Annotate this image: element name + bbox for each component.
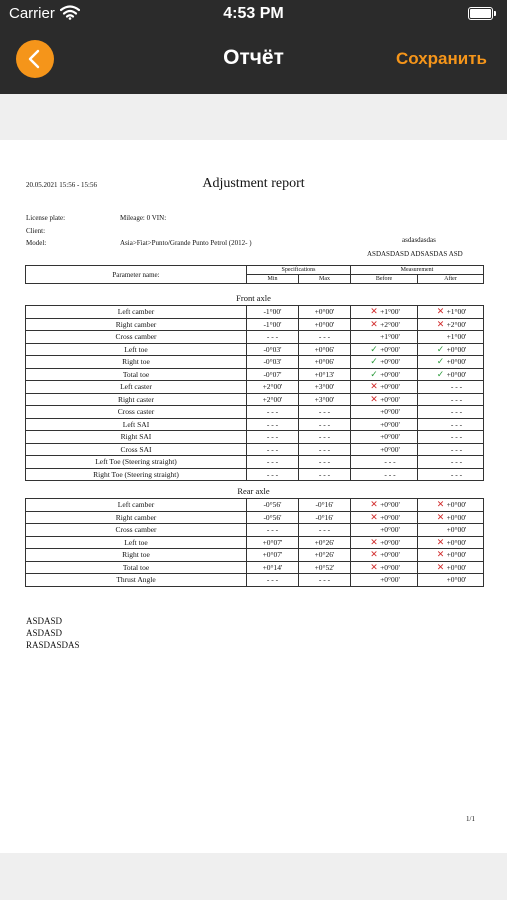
max-cell bbox=[299, 381, 351, 394]
max-cell-text: - - - bbox=[318, 444, 331, 454]
before-cell-text: +0°00' bbox=[380, 432, 400, 442]
client-name: asdasdasdas bbox=[402, 236, 436, 244]
before-cell bbox=[351, 343, 418, 356]
max-cell bbox=[299, 456, 351, 469]
before-cell-text: +0°00' bbox=[380, 537, 400, 547]
min-cell bbox=[247, 574, 299, 587]
cross-icon: ✕ bbox=[436, 561, 445, 572]
parameter-cell-text: Cross caster bbox=[117, 407, 155, 417]
after-cell bbox=[418, 381, 484, 394]
parameter-cell bbox=[26, 561, 247, 574]
before-cell-text: - - - bbox=[384, 457, 396, 467]
min-cell-text: -0°56' bbox=[263, 500, 282, 510]
parameter-cell-text: Left camber bbox=[117, 307, 155, 317]
after-cell bbox=[418, 318, 484, 331]
min-cell-text: +2°00' bbox=[262, 394, 283, 404]
before-cell-text: +0°00' bbox=[380, 382, 400, 392]
status-bar bbox=[0, 0, 507, 28]
header-before: Before bbox=[351, 275, 418, 284]
max-cell bbox=[299, 406, 351, 419]
min-cell-text: - - - bbox=[266, 525, 279, 535]
parameter-cell bbox=[26, 368, 247, 381]
min-cell-text: - - - bbox=[266, 457, 279, 467]
parameter-cell-text: Total toe bbox=[122, 562, 150, 572]
before-cell bbox=[351, 368, 418, 381]
parameter-cell-text: Right caster bbox=[117, 394, 155, 404]
max-cell-text: +0°26' bbox=[314, 550, 335, 560]
table-row bbox=[26, 574, 484, 587]
table-row bbox=[26, 406, 484, 419]
parameter-cell-text: Left SAI bbox=[122, 419, 150, 429]
max-cell bbox=[299, 318, 351, 331]
check-icon: ✓ bbox=[370, 343, 378, 354]
max-cell bbox=[299, 356, 351, 369]
before-cell bbox=[351, 356, 418, 369]
cross-icon: ✕ bbox=[370, 499, 378, 510]
parameter-cell-text: Cross camber bbox=[115, 332, 157, 342]
parameter-cell bbox=[26, 574, 247, 587]
max-cell bbox=[299, 536, 351, 549]
min-cell-text: -0°07' bbox=[263, 369, 282, 379]
max-cell bbox=[299, 306, 351, 319]
after-cell-text: +0°00' bbox=[446, 537, 467, 547]
before-cell bbox=[351, 381, 418, 394]
rear-axle-title: Rear axle bbox=[237, 486, 270, 496]
page-title: Отчёт bbox=[223, 46, 284, 69]
max-cell bbox=[299, 524, 351, 537]
table-row bbox=[26, 306, 484, 319]
parameter-cell bbox=[26, 356, 247, 369]
parameter-cell bbox=[26, 443, 247, 456]
before-cell-text: +0°00' bbox=[380, 394, 400, 404]
max-cell bbox=[299, 499, 351, 512]
max-cell-text: - - - bbox=[318, 419, 331, 429]
parameter-cell bbox=[26, 431, 247, 444]
after-cell-text: +0°00' bbox=[446, 344, 467, 354]
note-line-3: RASDASDAS bbox=[26, 640, 80, 650]
table-row bbox=[26, 456, 484, 469]
before-cell bbox=[351, 511, 418, 524]
after-cell-text: - - - bbox=[450, 407, 463, 417]
after-cell bbox=[418, 511, 484, 524]
before-cell bbox=[351, 536, 418, 549]
parameter-cell-text: Left caster bbox=[120, 382, 152, 392]
before-cell bbox=[351, 331, 418, 344]
report-date: 20.05.2021 15:56 - 15:56 bbox=[26, 181, 97, 189]
max-cell-text: -0°16' bbox=[315, 512, 334, 522]
table-row bbox=[26, 381, 484, 394]
after-cell bbox=[418, 431, 484, 444]
header-parameter: Parameter name: bbox=[26, 266, 247, 284]
parameter-cell-text: Right SAI bbox=[120, 432, 152, 442]
model-value: Asia>Fiat>Punto/Grande Punto Petrol (2012- ) bbox=[120, 239, 252, 247]
parameter-cell-text: Right camber bbox=[115, 512, 157, 522]
min-cell-text: - - - bbox=[266, 332, 279, 342]
after-cell bbox=[418, 443, 484, 456]
before-cell-text: +0°00' bbox=[380, 550, 400, 560]
min-cell-text: - - - bbox=[266, 432, 279, 442]
check-icon: ✓ bbox=[436, 343, 445, 354]
check-icon: ✓ bbox=[436, 356, 445, 367]
table-row bbox=[26, 524, 484, 537]
min-cell-text: -0°56' bbox=[263, 512, 282, 522]
min-cell bbox=[247, 368, 299, 381]
max-cell bbox=[299, 368, 351, 381]
before-cell-text: +1°00' bbox=[380, 307, 400, 317]
note-line-1: ASDASD bbox=[26, 616, 63, 626]
cross-icon: ✕ bbox=[436, 499, 445, 510]
before-cell bbox=[351, 406, 418, 419]
after-cell bbox=[418, 356, 484, 369]
min-cell-text: - - - bbox=[266, 407, 279, 417]
table-row bbox=[26, 356, 484, 369]
header-specifications: Specifications bbox=[247, 266, 351, 275]
after-cell bbox=[418, 536, 484, 549]
after-cell-text: +1°00' bbox=[446, 307, 467, 317]
before-cell-text: +0°00' bbox=[380, 525, 400, 535]
before-cell-text: +0°00' bbox=[380, 562, 400, 572]
after-cell bbox=[418, 306, 484, 319]
table-row bbox=[26, 343, 484, 356]
min-cell-text: -1°00' bbox=[263, 319, 282, 329]
header-max: Max bbox=[299, 275, 351, 284]
before-cell-text: +0°00' bbox=[380, 407, 400, 417]
max-cell bbox=[299, 343, 351, 356]
table-row bbox=[26, 331, 484, 344]
after-cell bbox=[418, 549, 484, 562]
after-cell-text: - - - bbox=[450, 469, 463, 479]
before-cell bbox=[351, 318, 418, 331]
min-cell-text: -1°00' bbox=[263, 307, 282, 317]
client-label: Client: bbox=[26, 227, 46, 235]
max-cell bbox=[299, 418, 351, 431]
parameter-cell-text: Right toe bbox=[122, 550, 150, 560]
before-cell bbox=[351, 561, 418, 574]
after-cell bbox=[418, 524, 484, 537]
parameter-cell bbox=[26, 393, 247, 406]
max-cell-text: +0°13' bbox=[314, 369, 335, 379]
parameter-cell bbox=[26, 456, 247, 469]
after-cell-text: +0°00' bbox=[446, 575, 467, 585]
max-cell bbox=[299, 511, 351, 524]
min-cell bbox=[247, 549, 299, 562]
before-cell-text: +0°00' bbox=[380, 444, 400, 454]
before-cell-text: +0°00' bbox=[380, 575, 400, 585]
table-row bbox=[26, 318, 484, 331]
cross-icon: ✕ bbox=[370, 318, 378, 329]
after-cell-text: +0°00' bbox=[446, 562, 467, 572]
table-row bbox=[26, 418, 484, 431]
min-cell bbox=[247, 468, 299, 481]
min-cell bbox=[247, 318, 299, 331]
max-cell bbox=[299, 549, 351, 562]
after-cell bbox=[418, 418, 484, 431]
max-cell bbox=[299, 574, 351, 587]
after-cell-text: +0°00' bbox=[446, 500, 467, 510]
after-cell-text: - - - bbox=[450, 394, 463, 404]
before-cell-text: +2°00' bbox=[380, 319, 400, 329]
min-cell-text: -0°03' bbox=[263, 357, 282, 367]
report-document bbox=[0, 140, 507, 853]
min-cell bbox=[247, 561, 299, 574]
max-cell bbox=[299, 443, 351, 456]
parameter-cell-text: Right camber bbox=[115, 319, 157, 329]
before-cell-text: +1°00' bbox=[380, 332, 400, 342]
after-cell bbox=[418, 368, 484, 381]
parameter-cell-text: Total toe bbox=[122, 369, 150, 379]
after-cell bbox=[418, 499, 484, 512]
max-cell-text: -0°16' bbox=[315, 500, 334, 510]
parameter-cell bbox=[26, 511, 247, 524]
max-cell-text: - - - bbox=[318, 469, 331, 479]
table-row bbox=[26, 499, 484, 512]
after-cell-text: +2°00' bbox=[446, 319, 467, 329]
before-cell bbox=[351, 393, 418, 406]
min-cell bbox=[247, 343, 299, 356]
parameter-cell-text: Left toe bbox=[124, 537, 148, 547]
table-row bbox=[26, 549, 484, 562]
client-address: ASDASDASD ADSASDAS ASD bbox=[367, 250, 463, 258]
parameter-cell bbox=[26, 331, 247, 344]
min-cell bbox=[247, 331, 299, 344]
status-time: 4:53 PM bbox=[223, 5, 284, 22]
check-icon: ✓ bbox=[436, 368, 445, 379]
parameter-cell bbox=[26, 381, 247, 394]
max-cell bbox=[299, 431, 351, 444]
check-icon: ✓ bbox=[370, 356, 378, 367]
after-cell bbox=[418, 343, 484, 356]
min-cell bbox=[247, 381, 299, 394]
max-cell bbox=[299, 331, 351, 344]
cross-icon: ✕ bbox=[436, 306, 445, 317]
table-row bbox=[26, 368, 484, 381]
rear-axle-table bbox=[25, 498, 484, 587]
mileage-label: Mileage: 0 VIN: bbox=[120, 214, 167, 222]
parameter-cell bbox=[26, 418, 247, 431]
max-cell bbox=[299, 468, 351, 481]
min-cell bbox=[247, 418, 299, 431]
before-cell-text: - - - bbox=[384, 469, 396, 479]
after-cell-text: +0°00' bbox=[446, 512, 467, 522]
min-cell bbox=[247, 306, 299, 319]
cross-icon: ✕ bbox=[436, 318, 445, 329]
max-cell-text: +0°00' bbox=[314, 319, 335, 329]
header-table bbox=[25, 265, 484, 284]
max-cell-text: +0°52' bbox=[314, 562, 335, 572]
parameter-cell-text: Left camber bbox=[117, 500, 155, 510]
min-cell-text: -0°03' bbox=[263, 344, 282, 354]
min-cell-text: - - - bbox=[266, 469, 279, 479]
min-cell-text: - - - bbox=[266, 444, 279, 454]
parameter-cell bbox=[26, 468, 247, 481]
before-cell-text: +0°00' bbox=[380, 357, 400, 367]
parameter-cell-text: Left Toe (Steering straight) bbox=[95, 457, 177, 467]
table-row bbox=[26, 536, 484, 549]
after-cell-text: - - - bbox=[450, 432, 463, 442]
parameter-cell bbox=[26, 536, 247, 549]
table-row bbox=[26, 431, 484, 444]
after-cell-text: - - - bbox=[450, 419, 463, 429]
page-number: 1/1 bbox=[466, 815, 475, 823]
after-cell-text: - - - bbox=[450, 457, 463, 467]
cross-icon: ✕ bbox=[436, 536, 445, 547]
min-cell-text: - - - bbox=[266, 575, 279, 585]
before-cell bbox=[351, 524, 418, 537]
note-line-2: ASDASD bbox=[26, 628, 63, 638]
max-cell-text: +0°00' bbox=[314, 307, 335, 317]
before-cell bbox=[351, 306, 418, 319]
before-cell bbox=[351, 574, 418, 587]
cross-icon: ✕ bbox=[370, 549, 378, 560]
parameter-cell bbox=[26, 499, 247, 512]
before-cell bbox=[351, 431, 418, 444]
min-cell bbox=[247, 431, 299, 444]
after-cell bbox=[418, 331, 484, 344]
cross-icon: ✕ bbox=[436, 549, 445, 560]
table-row bbox=[26, 443, 484, 456]
report-title: Adjustment report bbox=[202, 176, 305, 191]
cross-icon: ✕ bbox=[370, 393, 378, 404]
before-cell bbox=[351, 443, 418, 456]
after-cell-text: +0°00' bbox=[446, 369, 467, 379]
after-cell-text: +0°00' bbox=[446, 357, 467, 367]
parameter-cell-text: Right Toe (Steering straight) bbox=[93, 469, 179, 479]
parameter-cell bbox=[26, 318, 247, 331]
after-cell bbox=[418, 406, 484, 419]
save-button[interactable]: Сохранить bbox=[395, 49, 487, 68]
parameter-cell-text: Thrust Angle bbox=[116, 575, 156, 585]
before-cell-text: +0°00' bbox=[380, 512, 400, 522]
max-cell bbox=[299, 393, 351, 406]
max-cell-text: +0°06' bbox=[314, 357, 335, 367]
table-row bbox=[26, 468, 484, 481]
max-cell-text: +3°00' bbox=[314, 394, 335, 404]
after-cell-text: +1°00' bbox=[446, 332, 467, 342]
navigation-bar bbox=[0, 28, 507, 94]
before-cell bbox=[351, 418, 418, 431]
front-axle-title: Front axle bbox=[236, 293, 271, 303]
max-cell-text: +3°00' bbox=[314, 382, 335, 392]
max-cell-text: - - - bbox=[318, 432, 331, 442]
parameter-cell bbox=[26, 306, 247, 319]
after-cell bbox=[418, 468, 484, 481]
max-cell-text: - - - bbox=[318, 525, 331, 535]
before-cell-text: +0°00' bbox=[380, 500, 400, 510]
min-cell-text: +0°07' bbox=[262, 537, 283, 547]
before-cell bbox=[351, 499, 418, 512]
before-cell bbox=[351, 549, 418, 562]
after-cell bbox=[418, 393, 484, 406]
front-axle-table bbox=[25, 305, 484, 481]
model-label: Model: bbox=[26, 239, 47, 247]
min-cell bbox=[247, 536, 299, 549]
table-row bbox=[26, 561, 484, 574]
table-row bbox=[26, 511, 484, 524]
min-cell bbox=[247, 406, 299, 419]
header-min: Min bbox=[247, 275, 299, 284]
cross-icon: ✕ bbox=[370, 381, 378, 392]
before-cell-text: +0°00' bbox=[380, 419, 400, 429]
carrier-label: Carrier bbox=[9, 5, 55, 22]
after-cell bbox=[418, 456, 484, 469]
before-cell-text: +0°00' bbox=[380, 369, 400, 379]
max-cell-text: - - - bbox=[318, 457, 331, 467]
min-cell-text: - - - bbox=[266, 419, 279, 429]
cross-icon: ✕ bbox=[370, 511, 378, 522]
min-cell bbox=[247, 356, 299, 369]
min-cell bbox=[247, 499, 299, 512]
max-cell bbox=[299, 561, 351, 574]
max-cell-text: +0°06' bbox=[314, 344, 335, 354]
parameter-cell bbox=[26, 549, 247, 562]
max-cell-text: - - - bbox=[318, 407, 331, 417]
min-cell-text: +0°07' bbox=[262, 550, 283, 560]
parameter-cell bbox=[26, 406, 247, 419]
cross-icon: ✕ bbox=[436, 511, 445, 522]
parameter-cell bbox=[26, 343, 247, 356]
cross-icon: ✕ bbox=[370, 306, 378, 317]
parameter-cell-text: Right toe bbox=[122, 357, 150, 367]
parameter-cell bbox=[26, 524, 247, 537]
cross-icon: ✕ bbox=[370, 561, 378, 572]
max-cell-text: - - - bbox=[318, 575, 331, 585]
min-cell bbox=[247, 456, 299, 469]
header-after: After bbox=[418, 275, 484, 284]
after-cell-text: +0°00' bbox=[446, 525, 467, 535]
max-cell-text: - - - bbox=[318, 332, 331, 342]
after-cell-text: - - - bbox=[450, 444, 463, 454]
min-cell-text: +0°14' bbox=[262, 562, 283, 572]
before-cell bbox=[351, 456, 418, 469]
after-cell-text: +0°00' bbox=[446, 550, 467, 560]
after-cell bbox=[418, 574, 484, 587]
parameter-cell-text: Left toe bbox=[124, 344, 148, 354]
cross-icon: ✕ bbox=[370, 536, 378, 547]
parameter-cell-text: Cross camber bbox=[115, 525, 157, 535]
check-icon: ✓ bbox=[370, 368, 378, 379]
min-cell bbox=[247, 511, 299, 524]
header-measurement: Measurement bbox=[351, 266, 484, 275]
after-cell-text: - - - bbox=[450, 382, 463, 392]
before-cell-text: +0°00' bbox=[380, 344, 400, 354]
max-cell-text: +0°26' bbox=[314, 537, 335, 547]
min-cell bbox=[247, 393, 299, 406]
min-cell bbox=[247, 443, 299, 456]
battery-icon bbox=[468, 7, 493, 20]
after-cell bbox=[418, 561, 484, 574]
license-plate-label: License plate: bbox=[26, 214, 66, 222]
min-cell bbox=[247, 524, 299, 537]
parameter-cell-text: Cross SAI bbox=[120, 444, 152, 454]
before-cell bbox=[351, 468, 418, 481]
min-cell-text: +2°00' bbox=[262, 382, 283, 392]
table-row bbox=[26, 393, 484, 406]
